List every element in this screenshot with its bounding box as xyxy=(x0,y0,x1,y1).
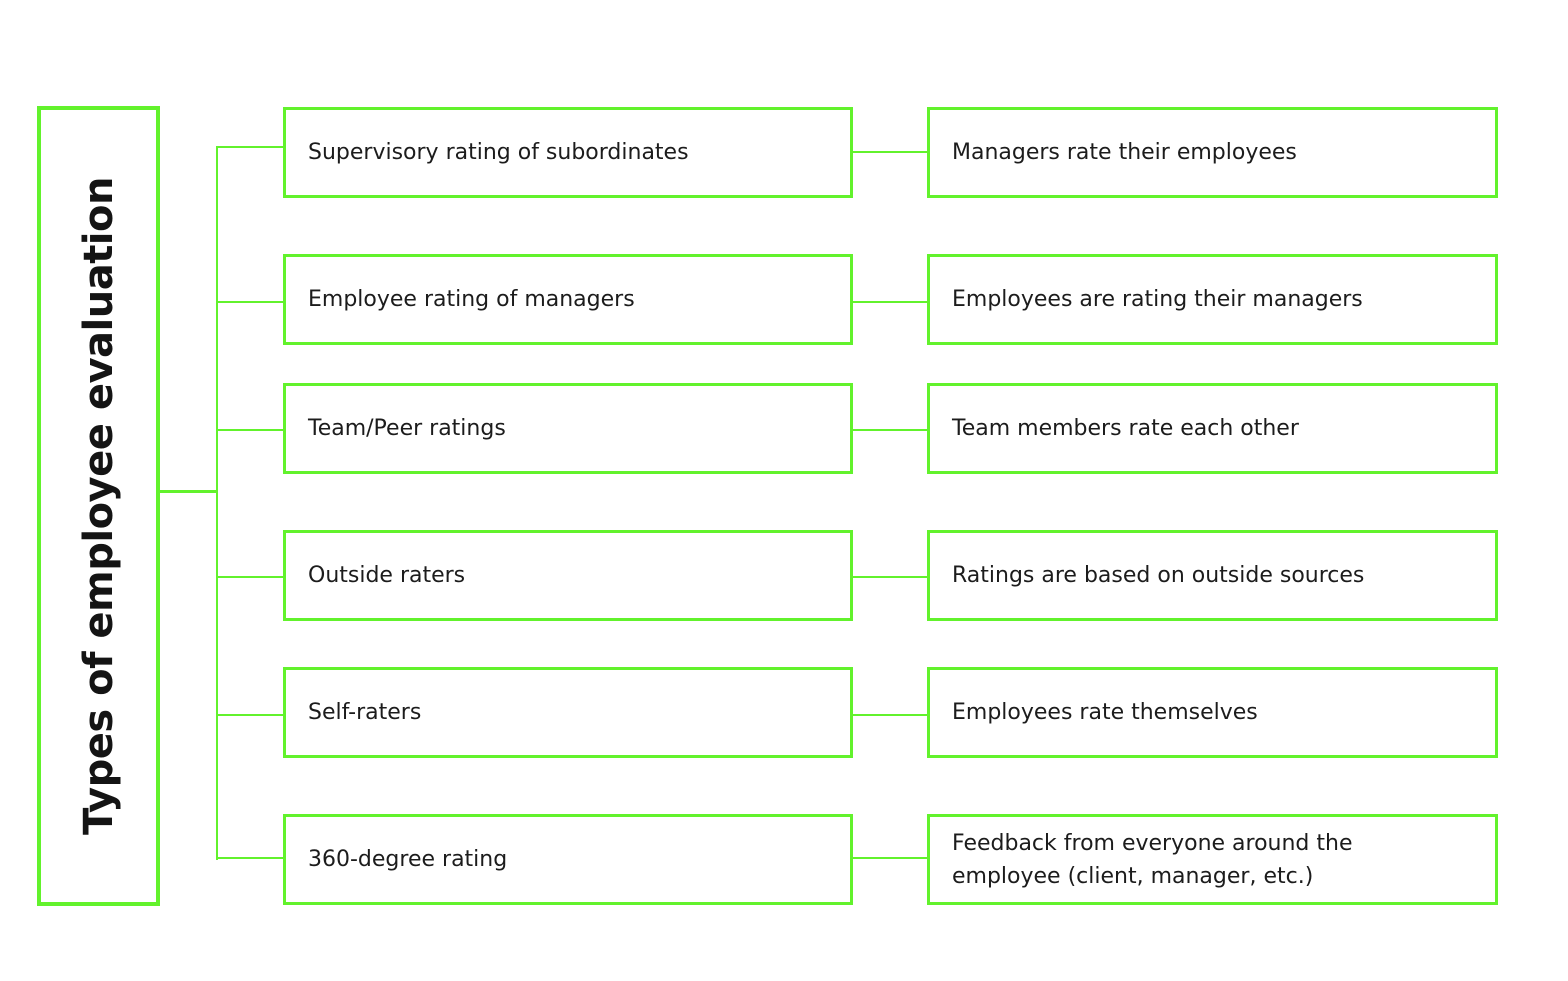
pair-connector xyxy=(852,576,928,578)
pair-connector xyxy=(852,714,928,716)
diagram-title-box xyxy=(37,106,160,906)
diagram-title: Types of employee evaluation xyxy=(75,177,122,835)
pair-connector xyxy=(852,429,928,431)
evaluation-type-box: Self-raters xyxy=(283,667,853,758)
evaluation-description-box: Managers rate their employees xyxy=(927,107,1498,198)
branch-connector xyxy=(216,429,284,431)
evaluation-type-box: Outside raters xyxy=(283,530,853,621)
evaluation-type-box: 360-degree rating xyxy=(283,814,853,905)
pair-connector xyxy=(852,151,928,153)
evaluation-description-box: Employees are rating their managers xyxy=(927,254,1498,345)
evaluation-description-box: Employees rate themselves xyxy=(927,667,1498,758)
branch-connector xyxy=(216,714,284,716)
branch-connector xyxy=(216,857,284,859)
evaluation-description-box: Feedback from everyone around the employee (client, manager, etc.) xyxy=(927,814,1498,905)
branch-connector xyxy=(216,576,284,578)
evaluation-description-box: Team members rate each other xyxy=(927,383,1498,474)
branch-connector xyxy=(216,146,284,148)
pair-connector xyxy=(852,301,928,303)
evaluation-type-box: Supervisory rating of subordinates xyxy=(283,107,853,198)
branch-connector xyxy=(216,301,284,303)
trunk-connector xyxy=(156,490,218,493)
evaluation-type-box: Team/Peer ratings xyxy=(283,383,853,474)
pair-connector xyxy=(852,857,928,859)
evaluation-description-box: Ratings are based on outside sources xyxy=(927,530,1498,621)
vertical-connector xyxy=(216,146,218,860)
evaluation-type-box: Employee rating of managers xyxy=(283,254,853,345)
